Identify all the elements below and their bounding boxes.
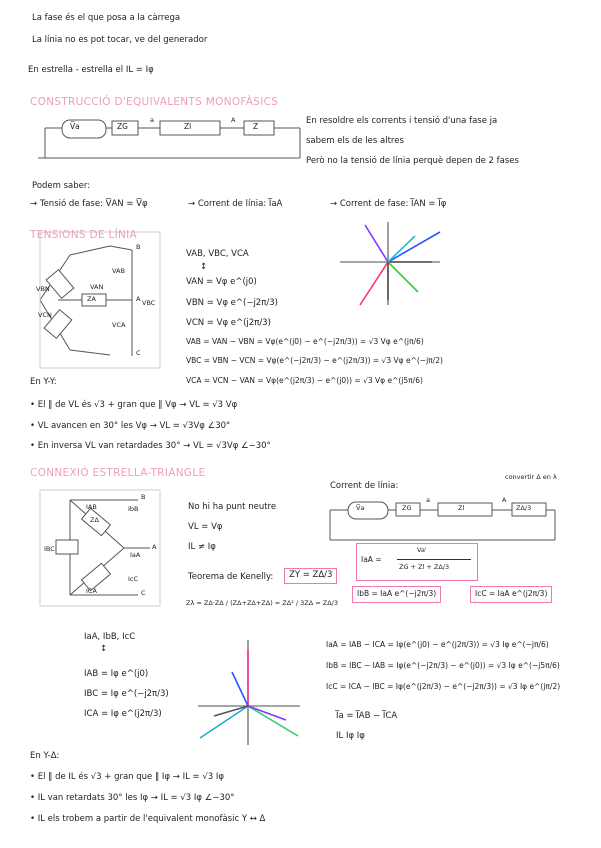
- yy-title: En Y-Y:: [30, 377, 57, 387]
- fig2-ibc: IBC: [44, 545, 55, 553]
- fig1-za: ZA: [87, 295, 96, 303]
- delta-eq-4: I̅a = I̅AB − I̅CA: [336, 711, 398, 721]
- fig1-b: B: [136, 243, 141, 251]
- delta-vl: VL = Vφ: [188, 522, 223, 532]
- fig1-vbc: VBC: [142, 299, 156, 307]
- heading-tensions: TENSIONS DE LÍNIA: [30, 229, 138, 241]
- heading-delta: CONNEXIÓ ESTRELLA-TRIANGLE: [30, 467, 206, 479]
- intro-line-1: La fase és el que posa a la càrrega: [32, 13, 181, 23]
- fig1-c: C: [136, 349, 141, 357]
- podem-corrent-fase: → Corrent de fase: I̅AN = I̅φ: [330, 199, 447, 209]
- circuit2-zl: Zl: [458, 504, 465, 512]
- equiv-note-3: Però no la tensió de línia perquè depen de 2 fases: [306, 156, 519, 166]
- intro-line-3: En estrella - estrella el IL = Iφ: [28, 65, 154, 75]
- fig2-za: ZΔ: [90, 516, 99, 524]
- equiv-note-1: En resoldre els corrents i tensió d'una fase ja: [306, 116, 498, 126]
- delta-iab: IAB = Iφ e^(j0): [84, 669, 149, 679]
- circuit1-zl: Zl: [184, 122, 192, 131]
- circuit2-node-A: A: [502, 496, 507, 504]
- iaa-fraction-bar: [397, 559, 471, 560]
- fig1-vab: VAB: [112, 267, 125, 275]
- podem-tensio: → Tensió de fase: V̅AN = V̅φ: [30, 199, 148, 209]
- tensions-vca: VCA = VCN − VAN = Vφ(e^(j2π/3) − e^(j0)) = √3 Vφ e^(j5π/6): [186, 376, 423, 385]
- iaa-box: [356, 543, 478, 581]
- circuit1-node-A: A: [231, 116, 236, 124]
- podem-label: Podem saber:: [32, 181, 91, 191]
- icc-box: IcC = IaA e^(j2π/3): [470, 586, 552, 603]
- ibb-box: IbB = IaA e^(−j2π/3): [352, 586, 441, 603]
- fig1-a: A: [136, 295, 141, 303]
- delta-neutre: No hi ha punt neutre: [188, 502, 277, 512]
- heading-equivalents: CONSTRUCCIÓ D'EQUIVALENTS MONOFÀSICS: [30, 96, 279, 108]
- iaa-numerator: Va': [417, 546, 427, 554]
- tensions-vbc: VBC = VBN − VCN = Vφ(e^(−j2π/3) − e^(j2π/3)) = √3 Vφ e^(−jπ/2): [186, 356, 443, 365]
- tensions-vab: VAB = VAN − VBN = Vφ(e^(j0) − e^(−j2π/3)) = √3 Vφ e^(jπ/6): [186, 337, 424, 346]
- phasor-diagram-tensions: [340, 222, 440, 305]
- delta-corrent: Corrent de línia:: [330, 481, 399, 491]
- tensions-vcn: VCN = Vφ e^(j2π/3): [186, 318, 271, 328]
- equiv-note-2: sabem els de les altres: [306, 136, 404, 146]
- delta-eq-4-sub: IL Iφ Iφ: [336, 731, 365, 741]
- delta-zlambda: Zλ = ZΔ·ZΔ / (ZΔ+ZΔ+ZΔ) = ZΔ² / 3ZΔ = ZΔ/3: [186, 599, 338, 607]
- delta-list: IaA, IbB, IcC: [84, 632, 136, 642]
- fig2-iaa: IaA: [130, 551, 141, 559]
- yd-title: En Y-Δ:: [30, 751, 60, 761]
- fig2-b: B: [141, 493, 146, 501]
- circuit1-source: V̅a: [70, 122, 80, 131]
- iaa-denominator: ZG + Zl + ZΔ/3: [399, 563, 450, 571]
- fig2-c: C: [141, 589, 146, 597]
- delta-ica: ICA = Iφ e^(j2π/3): [84, 709, 162, 719]
- fig2-icc: IcC: [128, 575, 139, 583]
- tensions-arrow: ↕: [200, 262, 208, 272]
- tensions-van: VAN = Vφ e^(j0): [186, 277, 257, 287]
- fig1-van: VAN: [90, 283, 104, 291]
- circuit1-node-a: a: [150, 116, 154, 124]
- fig2-ica: ICA: [86, 587, 97, 595]
- circuit2-zd: ZΔ/3: [516, 504, 532, 512]
- fig2-ibb: IbB: [128, 505, 139, 513]
- circuit2-zg: ZG: [402, 504, 412, 512]
- delta-convert: convertir Δ en λ: [505, 473, 557, 481]
- tensions-list: VAB, VBC, VCA: [186, 249, 249, 259]
- yd-line-2: • IL van retardats 30° les Iφ → IL = √3 Iφ ∠−30°: [30, 793, 235, 803]
- tensions-vbn: VBN = Vφ e^(−j2π/3): [186, 298, 278, 308]
- circuit2-node-a: a: [426, 496, 430, 504]
- fig1-vbn: VBN: [36, 285, 50, 293]
- delta-zy-box: ZY = ZΔ/3: [284, 568, 337, 584]
- delta-ibc: IBC = Iφ e^(−j2π/3): [84, 689, 169, 699]
- yy-line-2: • VL avancen en 30° les Vφ → VL = √3Vφ ∠30°: [30, 421, 231, 431]
- podem-corrent-linia: → Corrent de línia: I̅aA: [188, 199, 283, 209]
- fig1-vcn: VCN: [38, 311, 52, 319]
- delta-eq-2: IbB = IBC − IAB = Iφ(e^(−j2π/3) − e^(j0)) = √3 Iφ e^(−j5π/6): [326, 661, 560, 670]
- circuit1-z: Z: [253, 122, 259, 131]
- yy-line-3: • En inversa VL van retardades 30° → VL = √3Vφ ∠−30°: [30, 441, 271, 451]
- delta-arrow: ↕: [100, 644, 108, 654]
- circuit2-source: V̅a: [356, 504, 365, 512]
- circuit1-zg: ZG: [117, 122, 128, 131]
- yy-line-1: • El ‖ de VL és √3 + gran que ‖ Vφ → VL = √3 Vφ: [30, 400, 238, 410]
- yd-line-3: • IL els trobem a partir de l'equivalent monofàsic Y ↔ Δ: [30, 814, 266, 824]
- fig2-iab: IAB: [86, 503, 97, 511]
- fig2-a: A: [152, 543, 157, 551]
- delta-kenelly: Teorema de Kenelly:: [188, 572, 274, 582]
- yd-line-1: • El ‖ de IL és √3 + gran que ‖ Iφ → IL = √3 Iφ: [30, 772, 224, 782]
- intro-line-2: La línia no es pot tocar, ve del generador: [32, 35, 208, 45]
- delta-eq-1: IaA = IAB − ICA = Iφ(e^(j0) − e^(j2π/3)) = √3 Iφ e^(−jπ/6): [326, 640, 549, 649]
- delta-eq-3: IcC = ICA − IBC = Iφ(e^(j2π/3) − e^(−j2π/3)) = √3 Iφ e^(jπ/2): [326, 682, 561, 691]
- delta-il: IL ≠ Iφ: [188, 542, 216, 552]
- fig1-vca: VCA: [112, 321, 126, 329]
- iaa-label: IaA =: [361, 555, 382, 564]
- phasor-diagram-currents: [198, 640, 300, 745]
